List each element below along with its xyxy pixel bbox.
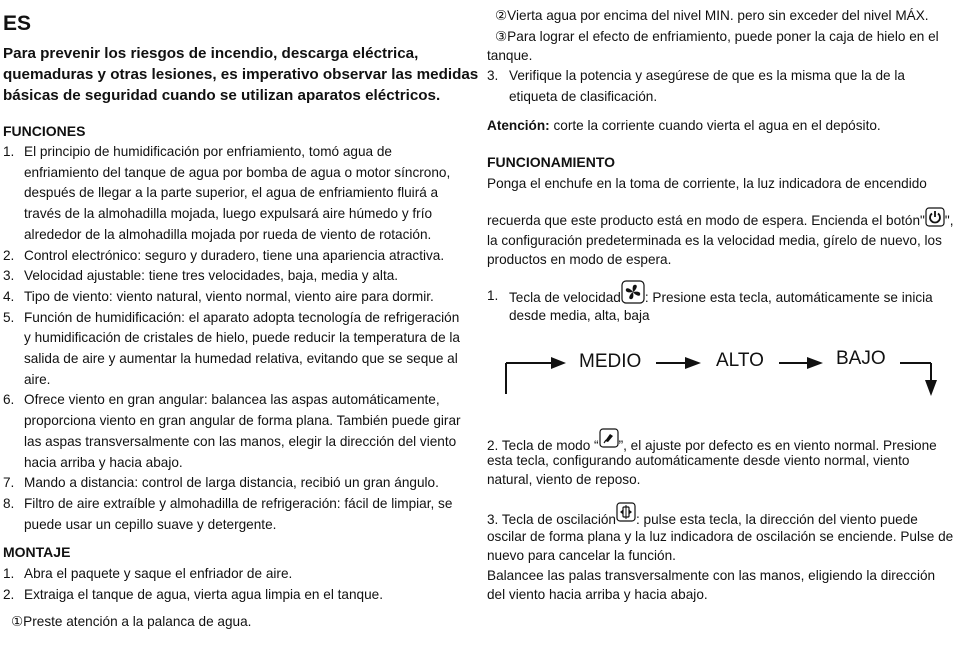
speed-key-text: : Presione esta tecla, automáticamente se inicia	[644, 290, 933, 305]
funciones-item-line: Mando a distancia: control de larga distancia, recibió un gran ángulo.	[24, 475, 439, 491]
funciones-item-line: aire.	[24, 371, 51, 387]
funciones-item-line: Función de humidificación: el aparato adopta tecnología de refrigeración	[24, 309, 460, 325]
funciones-item-line: y humidificación de cristales de hielo, puede reducir la temperatura de la	[24, 330, 460, 346]
funciones-number: 7.	[3, 475, 15, 491]
montaje-item-line: Extraiga el tanque de agua, vierta agua limpia en el tanque.	[24, 586, 383, 602]
func-line-2-text: recuerda que este producto está en modo de espera. Encienda el botón"	[487, 213, 925, 228]
funciones-item-line: través de la almohadilla mojada, luego expulsará aire húmedo y frío	[24, 206, 433, 222]
funciones-number: 6.	[3, 392, 15, 408]
funciones-item-line: alrededor de la almohadilla mojada por rueda de viento de rotación.	[24, 226, 432, 242]
fan-icon	[621, 280, 645, 304]
power-icon	[925, 207, 945, 227]
funciones-item-line: El principio de humidificación por enfriamiento, tomó agua de	[24, 144, 392, 159]
speed-alto-label: ALTO	[716, 350, 764, 371]
mode-key-line-3: natural, viento de reposo.	[487, 472, 641, 487]
speed-key-label: Tecla de velocidad	[509, 290, 621, 305]
swing-icon	[616, 502, 636, 522]
attention-label: Atención:	[487, 118, 550, 133]
montaje-item-line: Abra el paquete y saque el enfriador de aire.	[24, 566, 293, 581]
oscillation-key-line-2: oscilar de forma plana y la luz indicadora de oscilación se enciende. Pulse de	[487, 529, 953, 544]
speed-cycle-diagram	[505, 346, 945, 398]
montaje-number: 1.	[3, 566, 15, 581]
func-line-2	[487, 207, 953, 232]
item-3-number: 3.	[487, 68, 499, 83]
func-line-3: la configuración predeterminada es la velocidad media, gírelo de nuevo, los	[487, 233, 942, 248]
mode-icon	[599, 428, 619, 448]
funciones-item-line: Control electrónico: seguro y duradero, tiene una apariencia atractiva.	[24, 247, 445, 263]
attention-text: corte la corriente cuando vierta el agua en el depósito.	[549, 118, 881, 133]
funciones-number: 4.	[3, 288, 15, 304]
montaje-heading: MONTAJE	[3, 544, 71, 560]
funciones-item-line: proporciona viento en gran angular de forma plana. También puede girar	[24, 413, 461, 429]
oscillation-key-label: 3. Tecla de oscilación	[487, 512, 616, 527]
funciones-item-line: Velocidad ajustable: tiene tres velocidades, baja, media y alta.	[24, 268, 399, 284]
note-ice-box-line-2: tanque.	[487, 48, 533, 63]
item-3-line-1: Verifique la potencia y asegúrese de que es la misma que la de la	[509, 68, 905, 83]
funciones-item-line: Tipo de viento: viento natural, viento normal, viento aire para dormir.	[24, 288, 434, 304]
oscillation-key-line-4: Balancee las palas transversalmente con las manos, eligiendo la dirección	[487, 568, 936, 583]
funciones-number: 8.	[3, 495, 15, 511]
funciones-item-line: hacia arriba y hacia abajo.	[24, 454, 183, 470]
speed-key-line-2: desde media, alta, baja	[509, 308, 650, 323]
funciones-item-line: las aspas transversalmente con las manos, elegir la dirección del viento	[24, 433, 457, 449]
funciones-item-line: salida de aire y aumentar la humedad relativa, evitando que se seque al	[24, 351, 458, 366]
speed-key-number: 1.	[487, 288, 499, 303]
funciones-item-line: después de llegar a la parte superior, el agua de enfriamiento fluirá a	[24, 185, 439, 201]
funciones-item-line: enfriamiento del tanque de agua por bomba de agua o motor síncrono,	[24, 164, 451, 180]
funciones-number: 1.	[3, 144, 15, 159]
funciones-item-line: Ofrece viento en gran angular: balancea las aspas automáticamente,	[24, 392, 440, 408]
attention-note	[487, 116, 881, 137]
funciones-heading: FUNCIONES	[3, 123, 86, 139]
speed-key-line-1	[509, 280, 933, 309]
funciones-item-line: puede usar un cepillo suave y detergente.	[24, 516, 277, 532]
mode-key-line-2: esta tecla, configurando automáticamente desde viento normal, viento	[487, 453, 910, 468]
item-3-line-2: etiqueta de clasificación.	[509, 89, 658, 104]
montaje-number: 2.	[3, 586, 15, 602]
note-water-level: ②Vierta agua por encima del nivel MIN. pero sin exceder del nivel MÁX.	[495, 8, 929, 23]
funciones-number: 3.	[3, 268, 15, 284]
func-line-1: Ponga el enchufe en la toma de corriente, la luz indicadora de encendido	[487, 176, 927, 191]
oscillation-key-line-5: del viento hacia arriba y hacia abajo.	[487, 587, 708, 602]
funciones-number: 5.	[3, 309, 15, 325]
safety-intro-line-2: quemaduras y otras lesiones, es imperativo observar las medidas	[3, 66, 479, 83]
funciones-item-line: Filtro de aire extraíble y almohadilla de refrigeración: fácil de limpiar, se	[24, 495, 453, 511]
safety-intro-line-1: Para prevenir los riesgos de incendio, descarga eléctrica,	[3, 45, 419, 62]
speed-bajo-label: BAJO	[836, 348, 886, 369]
funciones-number: 2.	[3, 247, 15, 263]
func-line-4: productos en modo de espera.	[487, 252, 672, 267]
note-water-lever: ①Preste atención a la palanca de agua.	[11, 614, 252, 629]
oscillation-key-text: : pulse esta tecla, la dirección del viento puede	[635, 512, 918, 527]
speed-medio-label: MEDIO	[579, 351, 642, 372]
oscillation-key-line-3: nuevo para cancelar la función.	[487, 548, 676, 563]
note-ice-box-line-1: ③Para lograr el efecto de enfriamiento, puede poner la caja de hielo en el	[495, 29, 939, 44]
funcionamiento-heading: FUNCIONAMIENTO	[487, 154, 616, 170]
mode-key-label: 2. Tecla de modo “	[487, 438, 599, 453]
safety-intro-line-3: básicas de seguridad cuando se utilizan aparatos eléctricos.	[3, 87, 441, 104]
func-line-2-end: ",	[944, 213, 953, 228]
mode-key-text: ”, el ajuste por defecto es en viento normal. Presione	[618, 438, 937, 453]
language-code: ES	[3, 12, 32, 35]
